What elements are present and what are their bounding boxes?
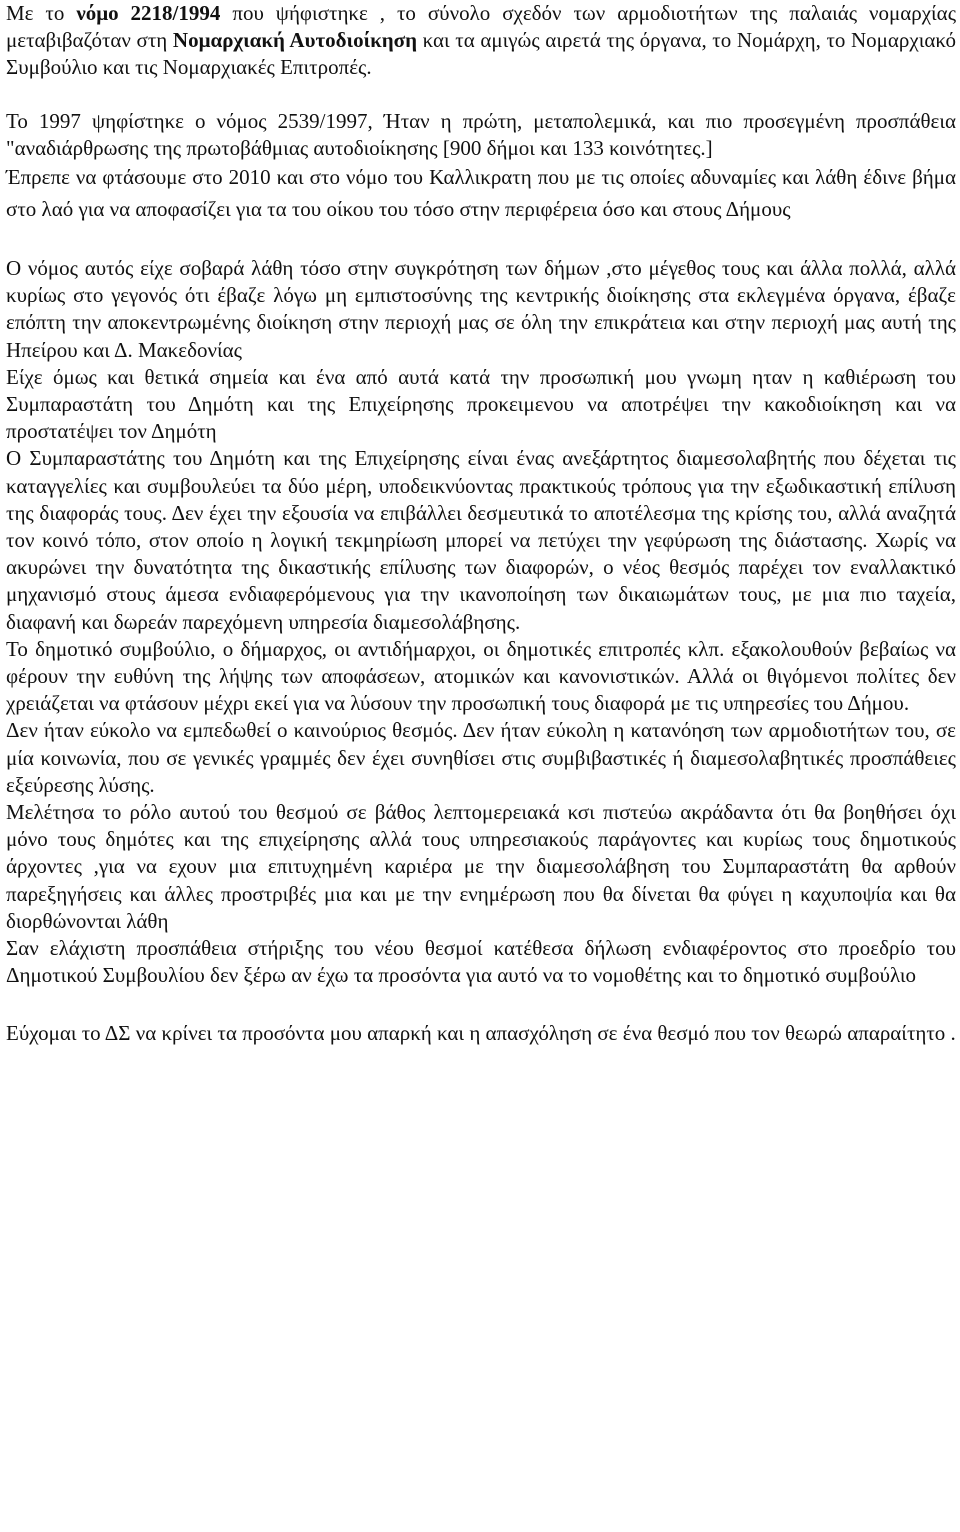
paragraph-1-text-a: Με το xyxy=(6,1,77,25)
paragraph-9: Μελέτησα το ρόλο αυτού του θεσμού σε βάθος λεπτομερειακά κσι πιστεύω ακράδαντα ότι θα βοηθήσει όχι μόνο τους δημότες και της επιχείρησης αλλά τους υπηρεσιακούς παράγοντες και κυρίως τους δημοτικούς άρχοντες ,για να εχουν μια επιτυχημένη καριέρα με την διαμεσολάβηση του Συμπαραστάτη θα αρθούν παρεξηγήσεις και άλλες προστριβές μια και με την ενημέρωση που θα δίνεται θα φύγει η καχυποψία και θα διορθώνονται λάθη xyxy=(6,800,956,933)
paragraph-7: Το δημοτικό συμβούλιο, ο δήμαρχος, οι αντιδήμαρχοι, οι δημοτικές επιτροπές κλπ. εξακολουθούν βεβαίως να φέρουν την ευθύνη της λήψης των αποφάσεων, ατομικών και κανονιστικών. Αλλά οι θιγόμενοι πολίτες δεν χρειάζεται να φτάσουν μέχρι εκεί για να λύσουν την προσωπική τους διαφορά με τις υπηρεσίες του Δήμου. xyxy=(6,636,956,716)
paragraph-5: Είχε όμως και θετικά σημεία και ένα από αυτά κατά την προσωπική μου γνωμη ηταν η καθιέρωση του Συμπαραστάτη του Δημότη και της Επιχείρησης προκειμενου να αποτρέψει την κακοδιοίκηση και να προστατέψει τον Δημότη xyxy=(6,364,956,444)
document-page xyxy=(6,0,956,1047)
paragraph-3: Έπρεπε να φτάσουμε στο 2010 και στο νόμο του Καλλικρατη που με τις οποίες αδυναμίες και λάθη έδινε βήμα στο λαό για να αποφασίζει για τα του οίκου του τόσο στην περιφέρεια όσο και στους Δήμους xyxy=(6,165,956,221)
paragraph-10: Σαν ελάχιστη προσπάθεια στήριξης του νέου θεσμοί κατέθεσα δήλωση ενδιαφέροντος στο προεδρίο του Δημοτικού Συμβουλίου δεν ξέρω αν έχω τα προσόντα για αυτό να το νομοθέτης και το δημοτικό συμβούλιο xyxy=(6,936,956,988)
prefectural-self-government-bold: Νομαρχιακή Αυτοδιοίκηση xyxy=(172,28,418,53)
paragraph-11: Εύχομαι το ΔΣ να κρίνει τα προσόντα μου απαρκή και η απασχόληση σε ένα θεσμό που τον θεωρώ απαραίτητο . xyxy=(6,1020,956,1045)
paragraph-1 xyxy=(6,0,956,82)
paragraph-8: Δεν ήταν εύκολο να εμπεδωθεί ο καινούριος θεσμός. Δεν ήταν εύκολη η κατανόηση των αρμοδιοτήτων του, σε μία κοινωνία, που σε γενικές γραμμές δεν έχει συνηθίσει στις συμβιβαστικές ή διαμεσολαβητικές προσπάθειες εξεύρεσης λύσης. xyxy=(6,718,956,797)
paragraph-2: Το 1997 ψηφίστηκε ο νόμος 2539/1997, Ήταν η πρώτη, μεταπολεμικά, και πιο προσεγμένη προσπάθεια "αναδιάρθρωσης της πρωτοβάθμιας αυτοδιοίκησης [900 δήμοι και 133 κοινότητες.] xyxy=(6,108,956,160)
paragraph-1-text-d: και τα αμιγώς αιρετά της όργανα, το Νομάρχη, το Νομαρχιακό Συμβούλιο και τις Νομαρχιακές Επιτροπές. xyxy=(6,28,957,80)
law-2218-bold: νόμο 2218/1994 xyxy=(76,1,221,25)
paragraph-1-text-c: που ψήφιστηκε , το σύνολο σχεδόν των αρμοδιοτήτων της παλαιάς νομαρχίας μεταβιβαζόταν στη xyxy=(6,1,957,53)
paragraph-4: Ο νόμος αυτός είχε σοβαρά λάθη τόσο στην συγκρότηση των δήμων ,στο μέγεθος τους και άλλα πολλά, αλλά κυρίως στο γεγονός ότι έβαζε λόγω μη εμπιστοσύνης της κεντρικής διοίκησης στα εκλεγμένα όργανα, έβαζε επόπτη την αποκεντρωμένης διοίκηση στην περιοχή μας σε όλη την επικράτεια και στην περιοχή μας αυτή της Ηπείρου και Δ. Μακεδονίας xyxy=(6,256,956,362)
paragraph-6: Ο Συμπαραστάτης του Δημότη και της Επιχείρησης είναι ένας ανεξάρτητος διαμεσολαβητής που δέχεται τις καταγγελίες και συμβουλεύει τα δύο μέρη, υποδεικνύοντας πρακτικούς τρόπους για την εξωδικαστική επίλυση της διαφοράς τους. Δεν έχει την εξουσία να επιβάλλει δεσμευτικά το αποτέλεσμα της κρίσης του, αλλά αναζητά τον κοινό τόπο, στον οποίο η λογική τεκμηρίωση μπορεί να πετύχει την γεφύρωση της διάστασης. Χωρίς να ακυρώνει την δυνατότητα της δικαστικής επίλυσης των διαφορών, ο νέος θεσμός παρέχει τον εναλλακτικό μηχανισμό στους άμεσα ενδιαφερόμενους για την ικανοποίηση των δικαιωμάτων τους, με μια πιο ταχεία, διαφανή και δωρεάν παρεχόμενη υπηρεσία διαμεσολάβησης. xyxy=(6,446,956,634)
